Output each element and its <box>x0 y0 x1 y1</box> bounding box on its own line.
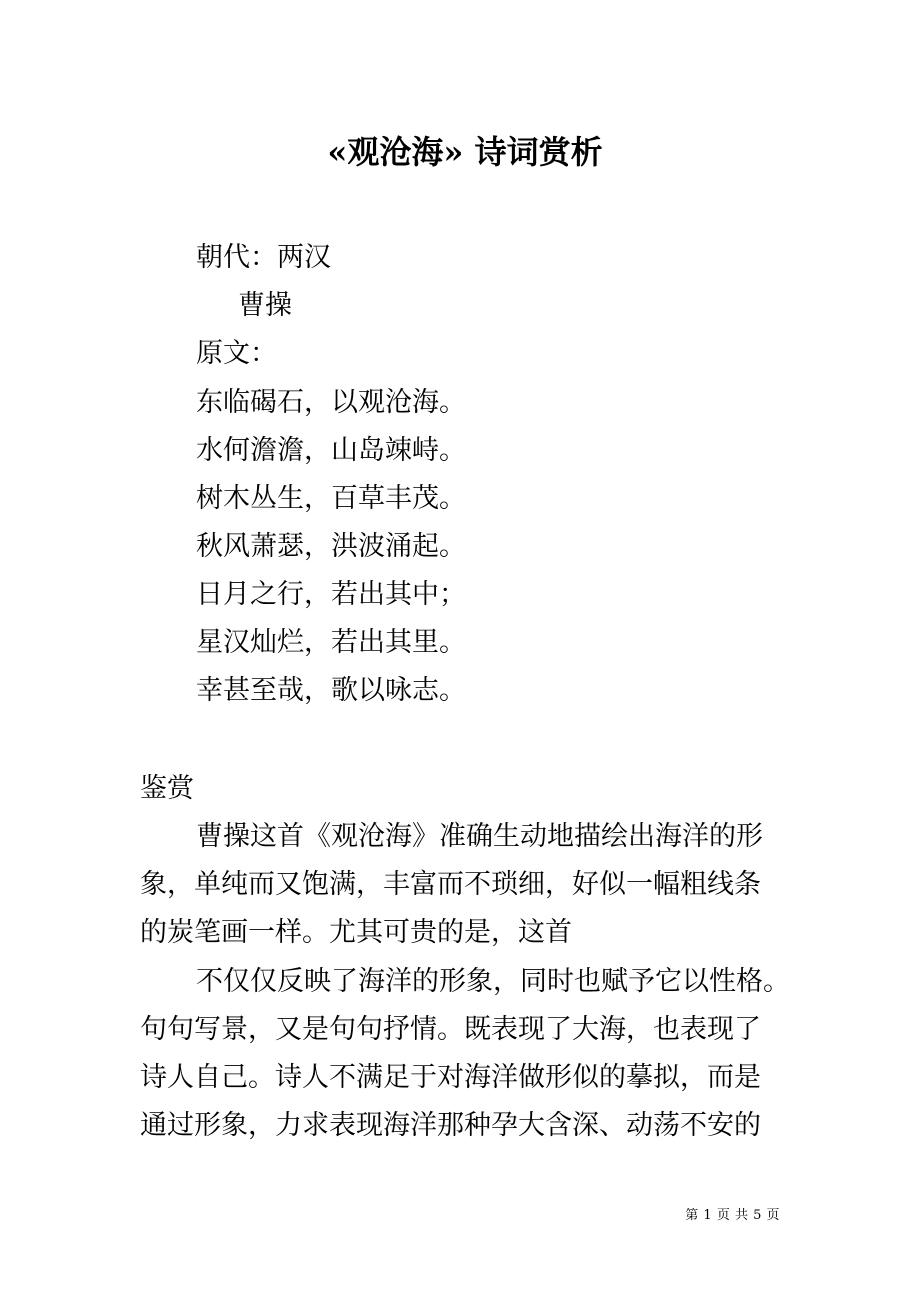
dynasty-line: 朝代：两汉 <box>196 242 331 273</box>
poem-line: 星汉灿烂，若出其里。 <box>196 627 466 658</box>
paragraph-line: 象，单纯而又饱满，丰富而不琐细，好似一幅粗线条 <box>140 869 761 900</box>
paragraph-line: 不仅仅反映了海洋的形象，同时也赋予它以性格。 <box>196 966 790 997</box>
document-title: «观沧海» 诗词赏析 <box>327 133 603 171</box>
author-name: 曹操 <box>238 290 292 321</box>
paragraph-line: 通过形象，力求表现海洋那种孕大含深、动荡不安的 <box>140 1110 761 1141</box>
paragraph-line: 诗人自己。诗人不满足于对海洋做形似的摹拟，而是 <box>140 1062 761 1093</box>
poem-line: 幸甚至哉，歌以咏志。 <box>196 675 466 706</box>
page-indicator: 第 1 页 共 5 页 <box>685 1208 780 1223</box>
poem-line: 东临碣石，以观沧海。 <box>196 387 466 418</box>
poem-line: 秋风萧瑟，洪波涌起。 <box>196 531 466 562</box>
original-label: 原文： <box>196 338 277 369</box>
paragraph-line: 句句写景，又是句句抒情。既表现了大海，也表现了 <box>140 1014 761 1045</box>
poem-line: 水何澹澹，山岛竦峙。 <box>196 435 466 466</box>
poem-line: 树木丛生，百草丰茂。 <box>196 483 466 514</box>
appreciation-heading: 鉴赏 <box>140 773 194 804</box>
poem-line: 日月之行，若出其中； <box>196 579 466 610</box>
paragraph-line: 的炭笔画一样。尤其可贵的是，这首 <box>140 917 572 948</box>
paragraph-line: 曹操这首《观沧海》准确生动地描绘出海洋的形 <box>196 821 763 852</box>
